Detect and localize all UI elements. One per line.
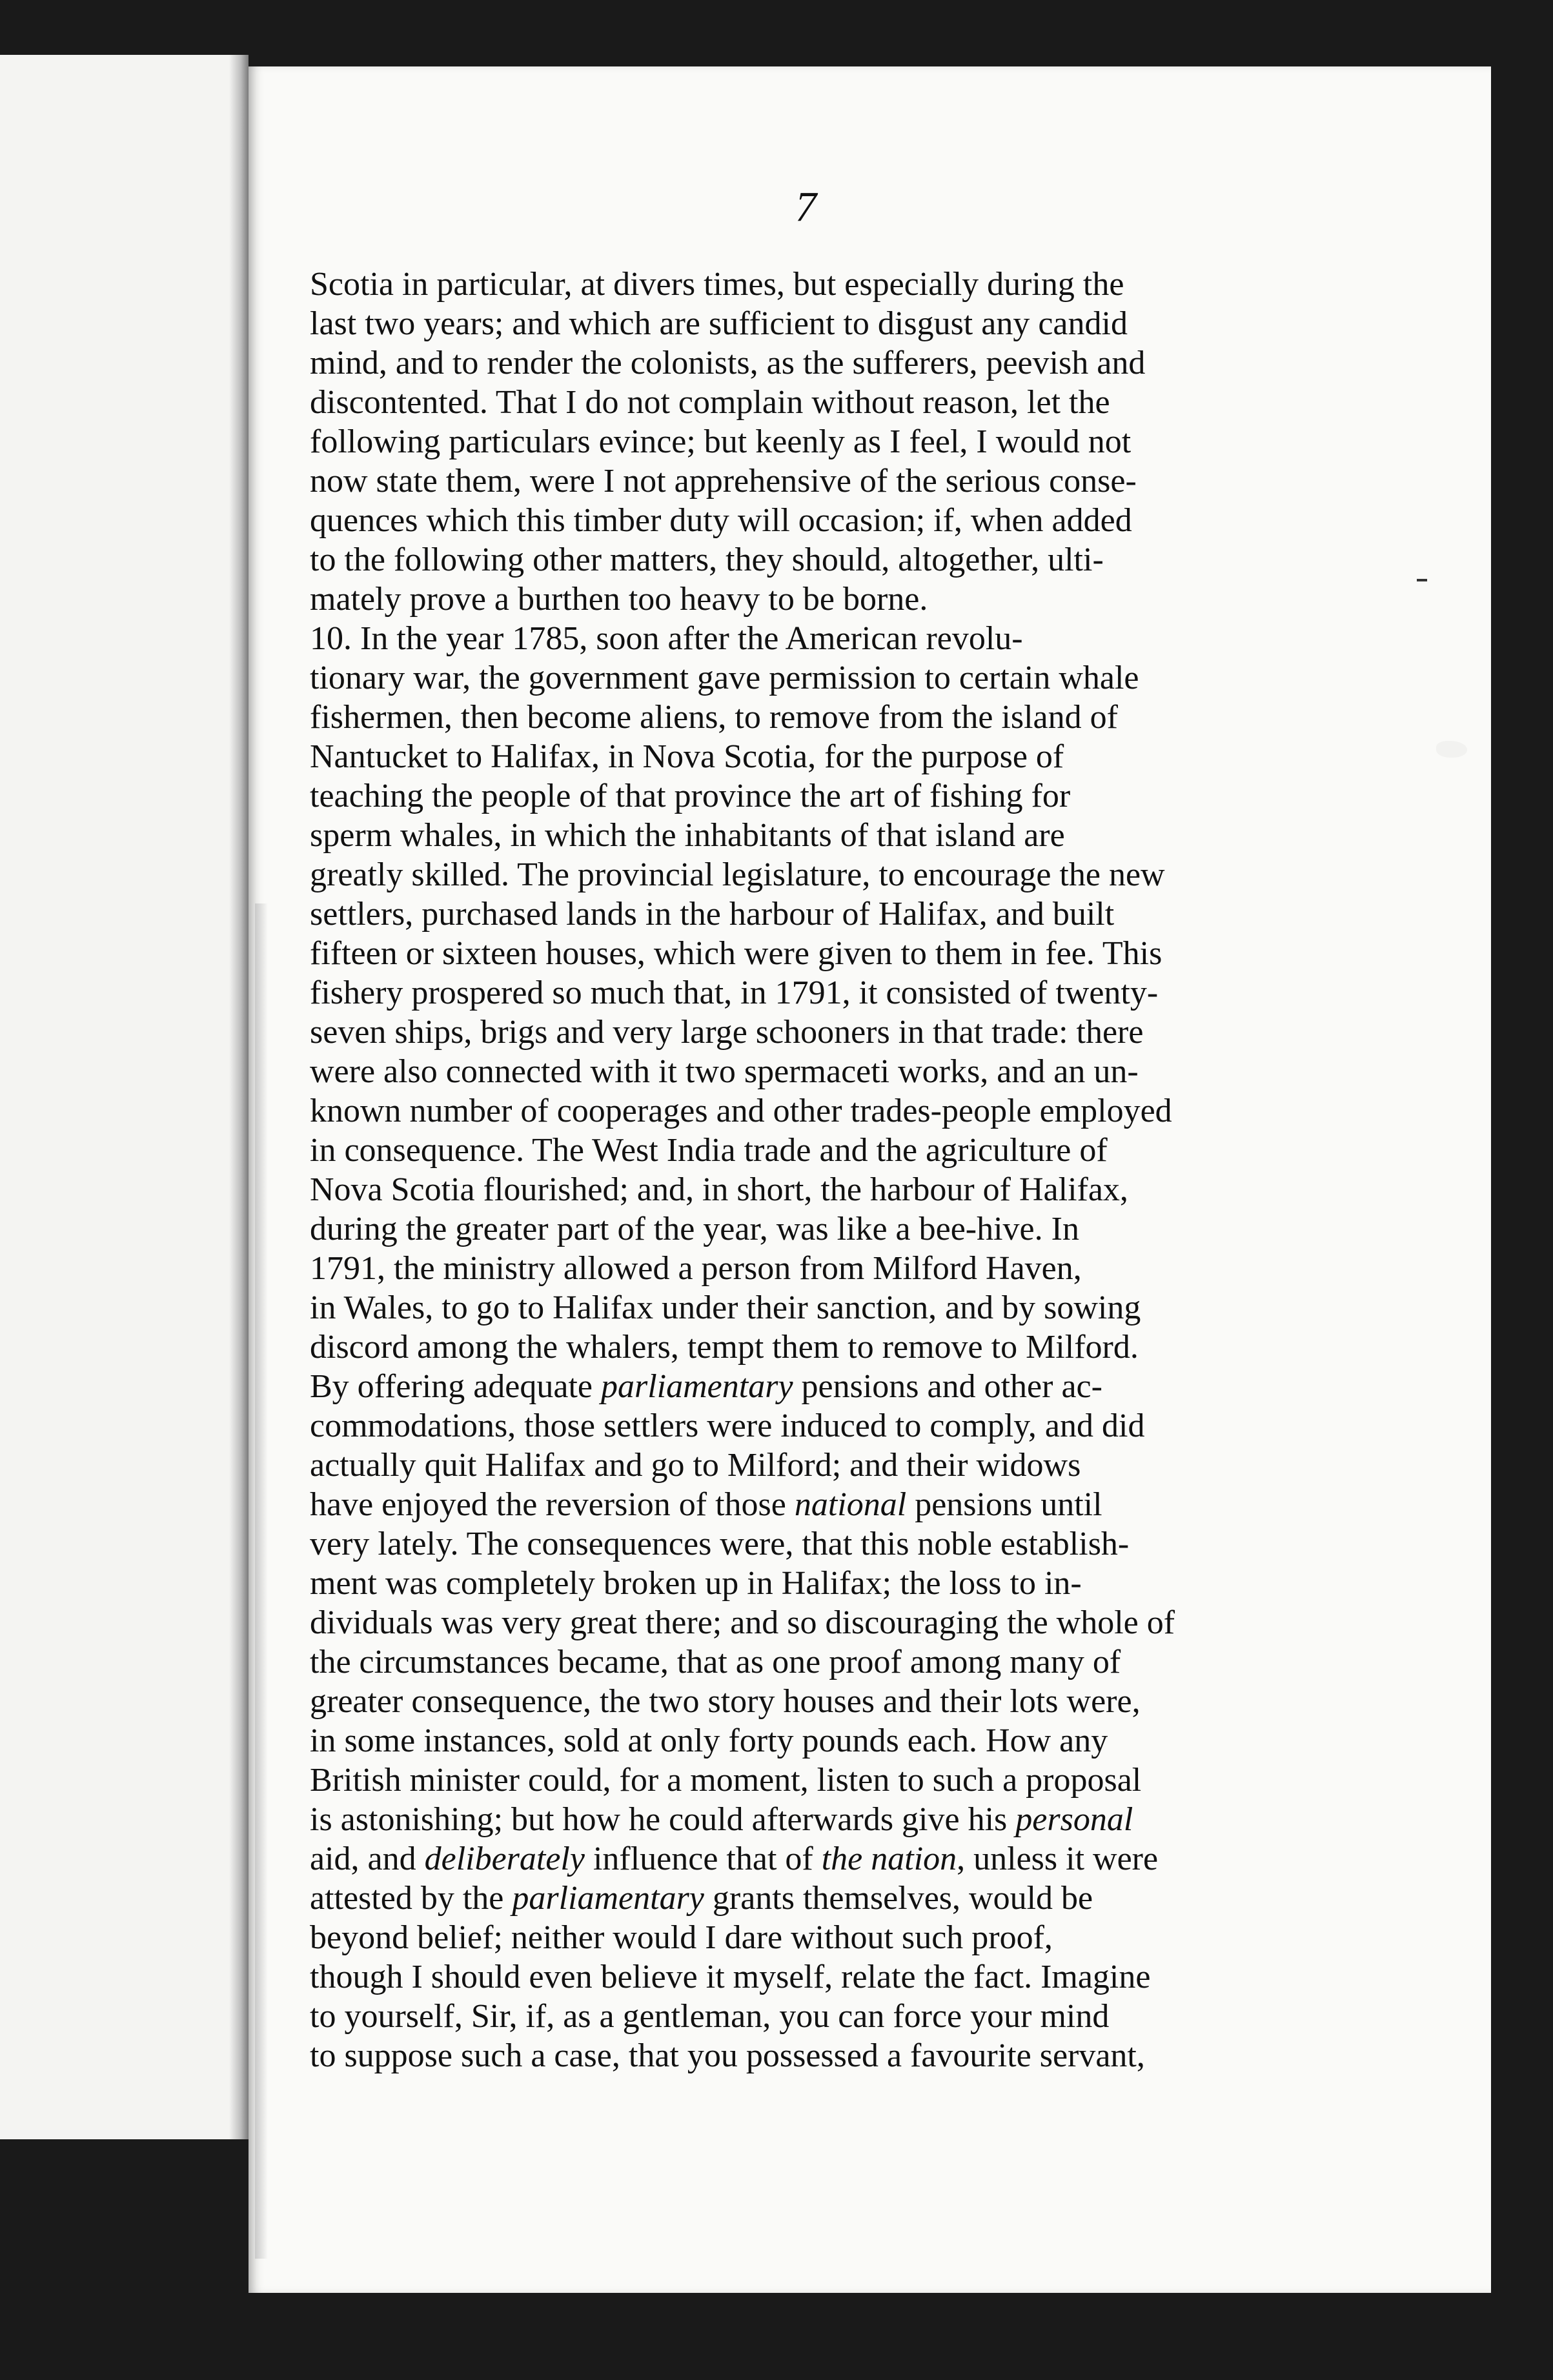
text-segment: greater consequence, the two story houses and their lots were,	[310, 1683, 1141, 1720]
italic-text: parliamentary	[601, 1368, 793, 1405]
text-segment: influence that of	[584, 1840, 822, 1877]
italic-text: national	[794, 1486, 907, 1523]
text-line	[310, 894, 1307, 934]
text-segment: Nova Scotia flourished; and, in short, the harbour of Halifax,	[310, 1171, 1128, 1208]
text-line	[310, 1603, 1307, 1642]
text-line	[310, 934, 1307, 973]
text-line	[310, 265, 1307, 304]
text-segment: discord among the whalers, tempt them to remove to Milford.	[310, 1329, 1139, 1366]
text-segment: following particulars evince; but keenly as I feel, I would not	[310, 423, 1132, 460]
text-segment: settlers, purchased lands in the harbour of Halifax, and built	[310, 896, 1115, 933]
text-segment: Nantucket to Halifax, in Nova Scotia, for the purpose of	[310, 738, 1064, 775]
text-line	[310, 1367, 1307, 1406]
text-segment: aid, and	[310, 1840, 425, 1877]
text-segment: beyond belief; neither would I dare without such proof,	[310, 1919, 1053, 1956]
text-line	[310, 619, 1307, 658]
text-segment: during the greater part of the year, was like a bee-hive. In	[310, 1211, 1079, 1247]
text-line	[310, 698, 1307, 737]
text-segment: in consequence. The West India trade and the agriculture of	[310, 1132, 1108, 1169]
text-segment: greatly skilled. The provincial legislature, to encourage the new	[310, 856, 1165, 893]
text-segment: in Wales, to go to Halifax under their sanction, and by sowing	[310, 1289, 1141, 1326]
text-segment: fishery prospered so much that, in 1791, it consisted of twenty-	[310, 974, 1159, 1011]
text-line	[310, 1682, 1307, 1721]
text-segment: British minister could, for a moment, listen to such a proposal	[310, 1762, 1142, 1799]
text-segment: last two years; and which are sufficient to disgust any candid	[310, 305, 1128, 342]
text-line	[310, 422, 1307, 461]
text-line	[310, 1288, 1307, 1327]
text-line	[310, 461, 1307, 501]
text-segment: pensions until	[906, 1486, 1102, 1523]
text-line	[310, 1760, 1307, 1800]
text-line	[310, 540, 1307, 580]
text-line	[310, 1131, 1307, 1170]
text-line	[310, 1839, 1307, 1879]
left-page-fragment	[0, 55, 242, 2139]
text-line	[310, 1170, 1307, 1209]
text-line	[310, 1642, 1307, 1682]
text-segment: mind, and to render the colonists, as the sufferers, peevish and	[310, 345, 1146, 381]
page-number: 7	[795, 183, 817, 230]
gutter-shadow	[229, 55, 249, 2139]
text-line	[310, 1918, 1307, 1957]
text-line	[310, 816, 1307, 855]
text-segment: very lately. The consequences were, that this noble establish-	[310, 1526, 1130, 1562]
text-segment: attested by the	[310, 1880, 513, 1917]
text-line	[310, 580, 1307, 619]
italic-text: the nation	[821, 1840, 957, 1877]
body-text	[310, 265, 1307, 2075]
text-segment: sperm whales, in which the inhabitants of that island are	[310, 817, 1065, 854]
text-line	[310, 855, 1307, 894]
text-line	[310, 1879, 1307, 1918]
text-line	[310, 973, 1307, 1013]
text-line	[310, 1406, 1307, 1446]
text-segment: now state them, were I not apprehensive of the serious conse-	[310, 463, 1137, 499]
text-segment: pensions and other ac-	[793, 1368, 1102, 1405]
text-line	[310, 1564, 1307, 1603]
text-segment: actually quit Halifax and go to Milford; and their widows	[310, 1447, 1081, 1484]
text-line	[310, 304, 1307, 343]
text-segment: Scotia in particular, at divers times, but especially during the	[310, 266, 1124, 303]
text-line	[310, 501, 1307, 540]
text-segment: in some instances, sold at only forty pounds each. How any	[310, 1722, 1108, 1759]
text-line	[310, 1013, 1307, 1052]
text-segment: seven ships, brigs and very large schooners in that trade: there	[310, 1014, 1144, 1051]
text-segment: mately prove a burthen too heavy to be borne.	[310, 581, 928, 618]
text-line	[310, 1091, 1307, 1131]
text-segment: to the following other matters, they should, altogether, ulti-	[310, 541, 1104, 578]
text-line	[310, 737, 1307, 776]
text-line	[310, 2036, 1307, 2075]
text-segment: 1791, the ministry allowed a person from Milford Haven,	[310, 1250, 1082, 1287]
text-line	[310, 1721, 1307, 1760]
text-segment: though I should even believe it myself, relate the fact. Imagine	[310, 1959, 1151, 1995]
text-segment: tionary war, the government gave permission to certain whale	[310, 660, 1139, 696]
text-segment: By offering adequate	[310, 1368, 601, 1405]
text-segment: known number of cooperages and other trades-people employed	[310, 1093, 1172, 1129]
text-line	[310, 776, 1307, 816]
text-line	[310, 383, 1307, 422]
text-segment: 10. In the year 1785, soon after the American revolu-	[310, 620, 1023, 657]
text-line	[310, 1800, 1307, 1839]
text-segment: teaching the people of that province the art of fishing for	[310, 778, 1071, 814]
text-line	[310, 1052, 1307, 1091]
text-segment: , unless it were	[957, 1840, 1159, 1877]
text-segment: ment was completely broken up in Halifax; the loss to in-	[310, 1565, 1082, 1602]
text-line	[310, 1997, 1307, 2036]
text-line	[310, 1524, 1307, 1564]
text-segment: the circumstances became, that as one proof among many of	[310, 1644, 1121, 1680]
text-segment: to suppose such a case, that you possessed a favourite servant,	[310, 2037, 1145, 2074]
paper-tear-mark	[1436, 741, 1467, 758]
text-segment: fifteen or sixteen houses, which were given to them in fee. This	[310, 935, 1162, 972]
italic-text: parliamentary	[512, 1880, 704, 1917]
text-segment: is astonishing; but how he could afterwards give his	[310, 1801, 1016, 1838]
text-line	[310, 658, 1307, 698]
text-segment: commodations, those settlers were induced to comply, and did	[310, 1407, 1145, 1444]
text-segment: were also connected with it two spermaceti works, and an un-	[310, 1053, 1139, 1090]
text-segment: have enjoyed the reversion of those	[310, 1486, 795, 1523]
text-line	[310, 1327, 1307, 1367]
text-line	[310, 343, 1307, 383]
text-line	[310, 1957, 1307, 1997]
margin-mark	[1417, 579, 1427, 581]
italic-text: deliberately	[424, 1840, 585, 1877]
text-segment: discontented. That I do not complain without reason, let the	[310, 384, 1110, 421]
text-line	[310, 1209, 1307, 1249]
text-line	[310, 1446, 1307, 1485]
text-segment: to yourself, Sir, if, as a gentleman, you can force your mind	[310, 1998, 1110, 2035]
text-segment: quences which this timber duty will occasion; if, when added	[310, 502, 1132, 539]
text-segment: dividuals was very great there; and so discouraging the whole of	[310, 1604, 1175, 1641]
text-segment: fishermen, then become aliens, to remove from the island of	[310, 699, 1118, 736]
text-segment: grants themselves, would be	[704, 1880, 1093, 1917]
page-edge-shading	[255, 903, 268, 2259]
text-line	[310, 1485, 1307, 1524]
text-line	[310, 1249, 1307, 1288]
italic-text: personal	[1015, 1801, 1133, 1838]
